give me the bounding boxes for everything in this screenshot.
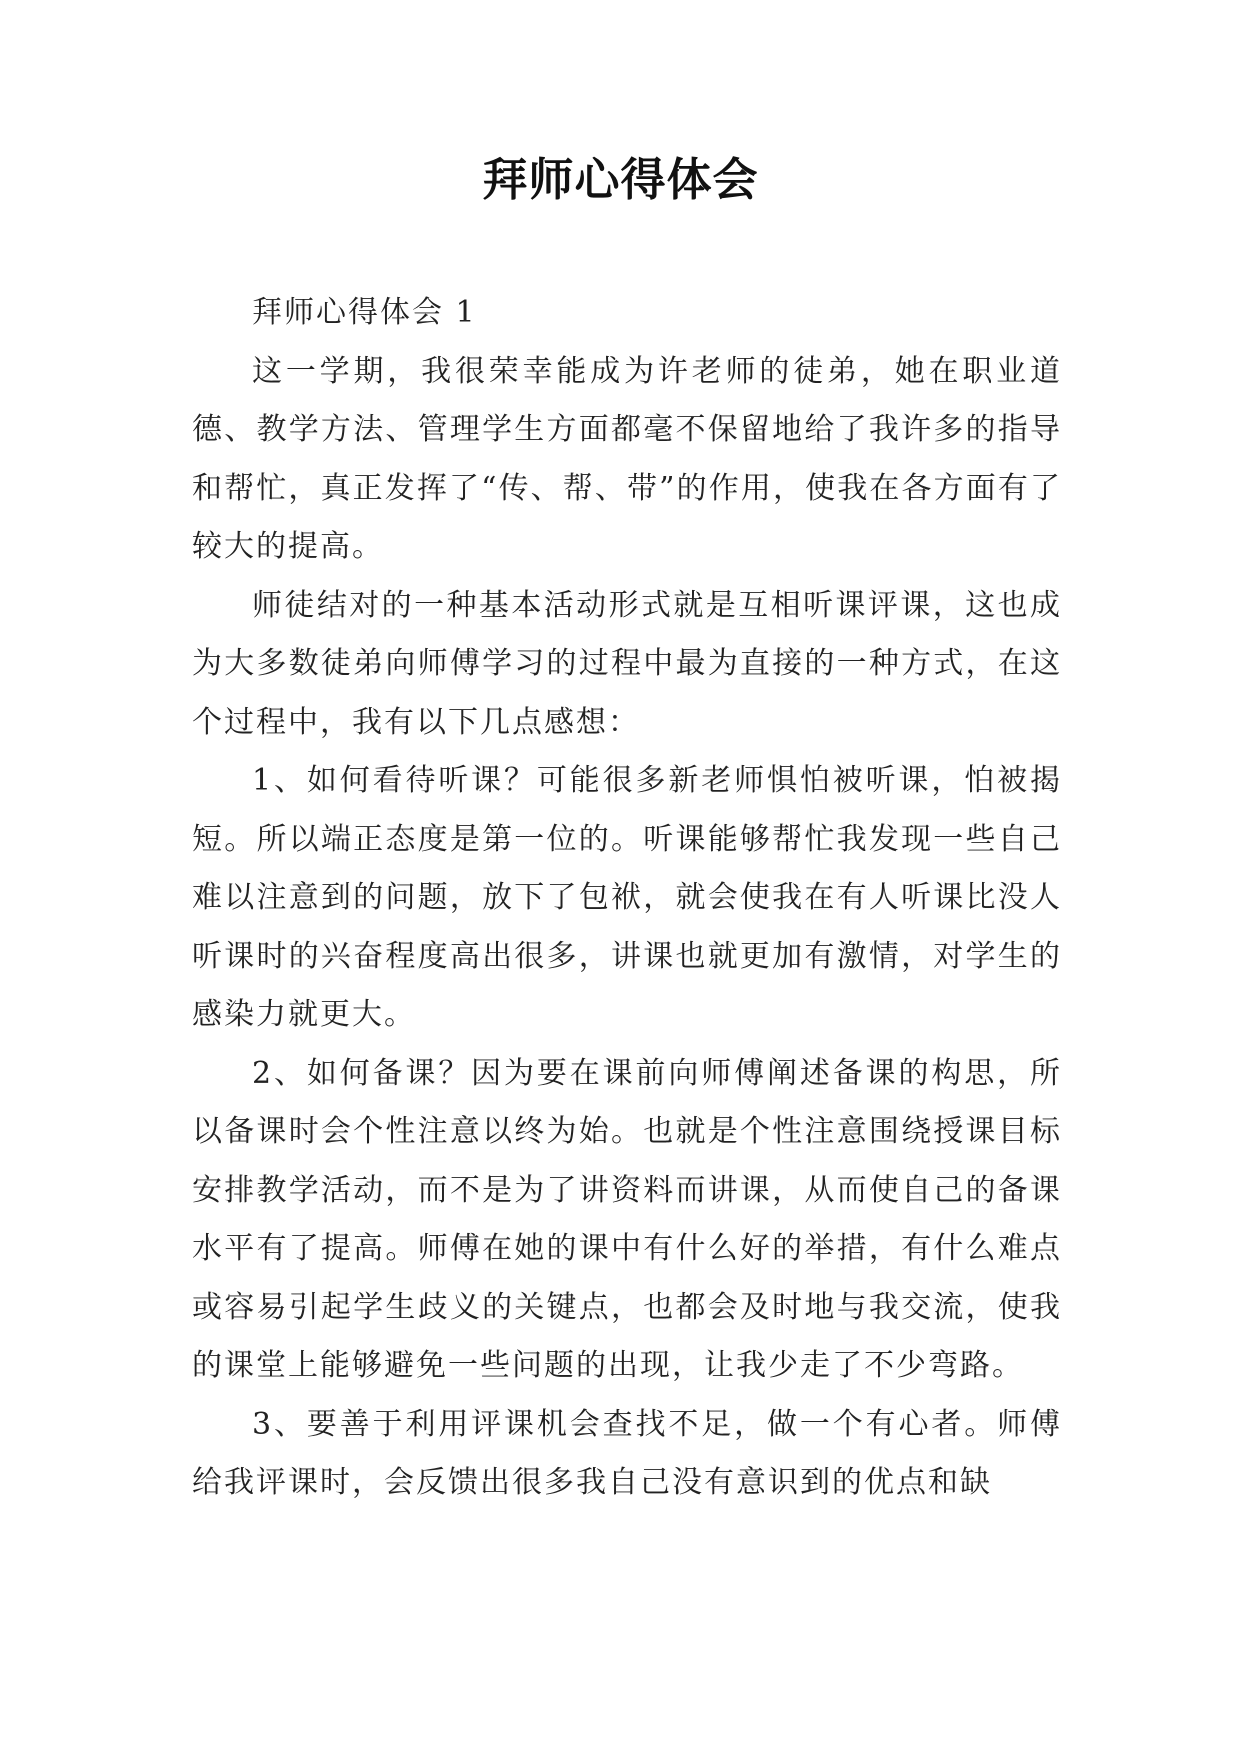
paragraph: 3、要善于利用评课机会查找不足，做一个有心者。师傅给我评课时，会反馈出很多我自己没有意识到的优点和缺 [192, 1406, 1062, 1500]
paragraph: 2、如何备课？因为要在课前向师傅阐述备课的构思，所以备课时会个性注意以终为始。也就是个性注意围绕授课目标安排教学活动，而不是为了讲资料而讲课，从而使自己的备课水平有了提高。师傅在她的课中有什么好的举措，有什么难点或容易引起学生歧义的关键点，也都会及时地与我交流，使我的课堂上能够避免一些问题的出现，让我少走了不少弯路。 [192, 1055, 1062, 1383]
document-title: 拜师心得体会 [482, 153, 759, 206]
document-body [192, 284, 1062, 1513]
paragraph: 师徒结对的一种基本活动形式就是互相听课评课，这也成为大多数徒弟向师傅学习的过程中最为直接的一种方式，在这个过程中，我有以下几点感想： [192, 587, 1062, 740]
paragraph: 这一学期，我很荣幸能成为许老师的徒弟，她在职业道德、教学方法、管理学生方面都毫不保留地给了我许多的指导和帮忙，真正发挥了“传、帮、带”的作用，使我在各方面有了较大的提高。 [192, 353, 1062, 564]
section-heading: 拜师心得体会 1 [252, 295, 477, 330]
paragraph: 1、如何看待听课？可能很多新老师惧怕被听课，怕被揭短。所以端正态度是第一位的。听课能够帮忙我发现一些自己难以注意到的问题，放下了包袱，就会使我在有人听课比没人听课时的兴奋程度高出很多，讲课也就更加有激情，对学生的感染力就更大。 [192, 763, 1062, 1032]
